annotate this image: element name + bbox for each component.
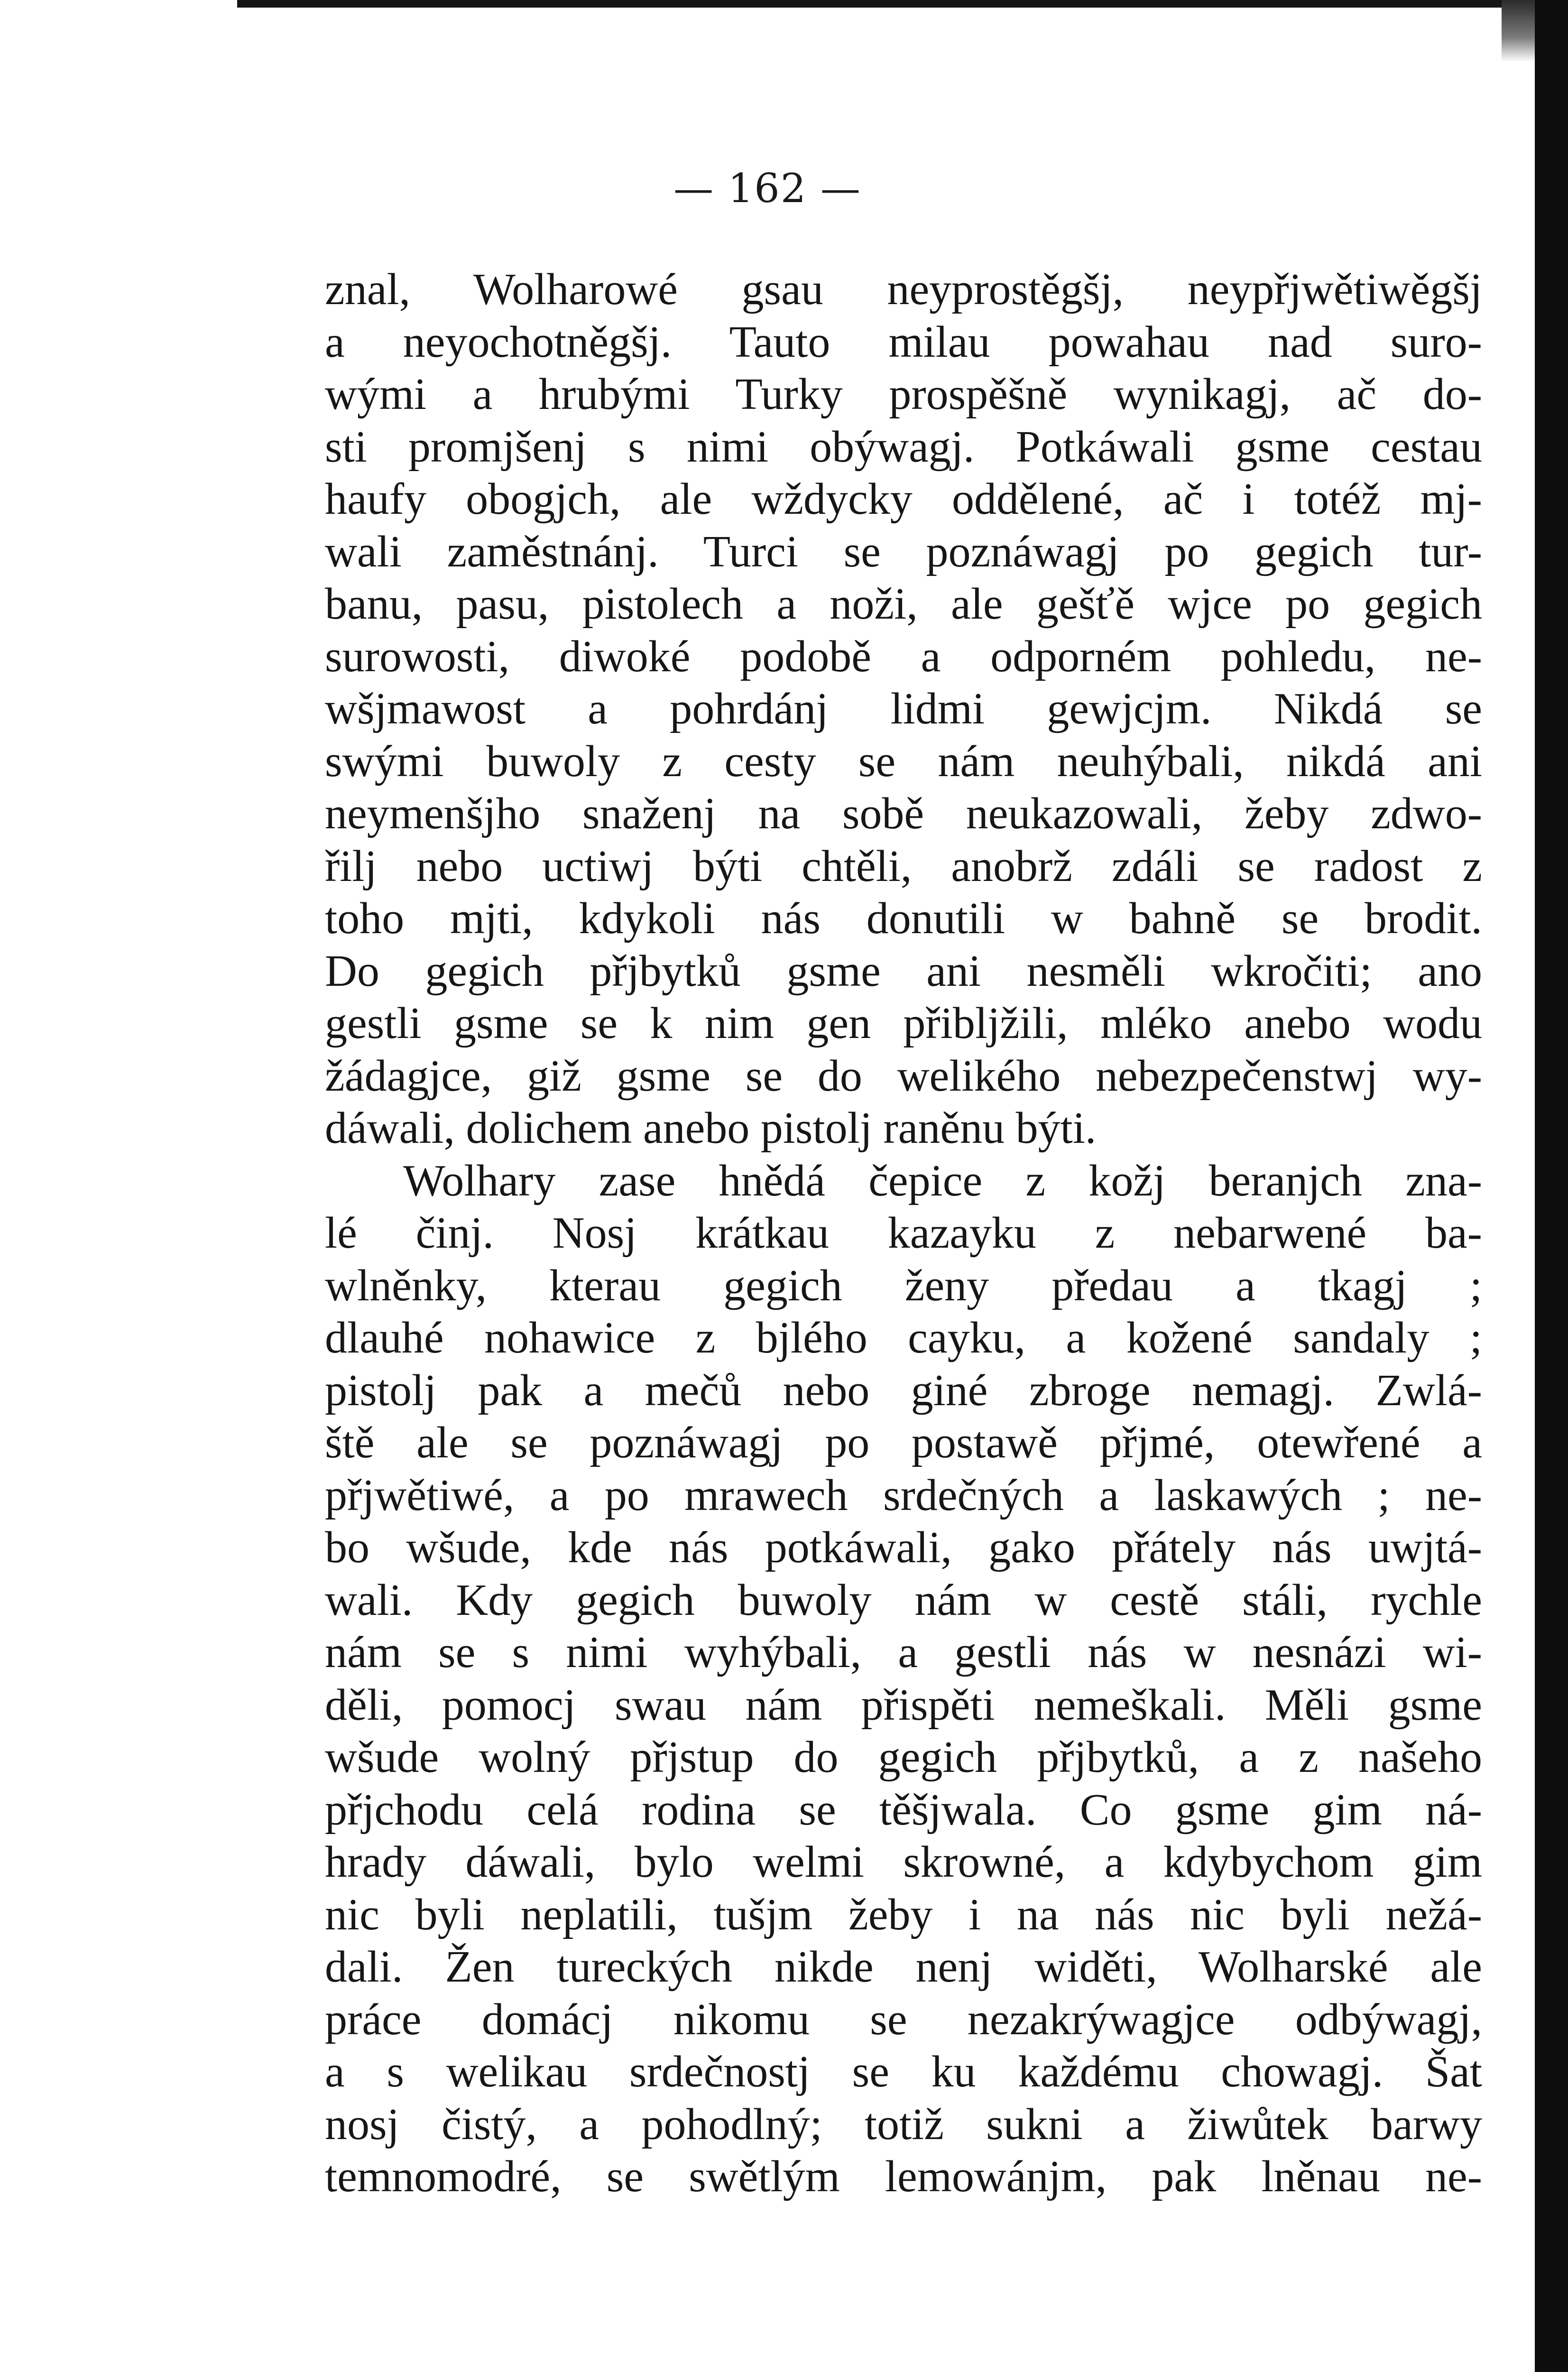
text-line: řilj nebo uctiwj býti chtěli, anobrž zdáli se radost z [325,841,1482,891]
text-line: a neyochotněgšj. Tauto milau powahau nad suro- [325,317,1482,367]
text-line: bo wšude, kde nás potkáwali, gako přátely nás uwjtá- [325,1523,1482,1572]
paragraph-start-line: Wolhary zase hnědá čepice z kožj beranjch zna- [403,1156,1482,1205]
text-line: hrady dáwali, bylo welmi skrowné, a kdybychom gim [325,1837,1482,1887]
text-line: nosj čistý, a pohodlný; totiž sukni a žiwůtek barwy [325,2099,1482,2149]
text-line: wšjmawost a pohrdánj lidmi gewjcjm. Nikdá se [325,684,1482,733]
text-line: temnomodré, se swětlým lemowánjm, pak lněnau ne- [325,2152,1482,2201]
text-line: neymenšjho snaženj na sobě neukazowali, žeby zdwo- [325,789,1482,838]
text-line: swými buwoly z cesty se nám neuhýbali, nikdá ani [325,736,1482,786]
page-number: — 162 — [673,165,861,212]
text-line: wšude wolný přjstup do gegich přjbytků, a z našeho [325,1733,1482,1782]
text-line: banu, pasu, pistolech a noži, ale gešťě wjce po gegich [325,579,1482,629]
text-line: sti promjšenj s nimi obýwagj. Potkáwali gsme cestau [325,422,1482,472]
text-line: a s welikau srdečnostj se ku každému chowagj. Šat [325,2047,1482,2096]
text-line: wlněnky, kterau gegich ženy předau a tkagj ; [325,1260,1482,1310]
scan-edge-right [1535,0,1568,2372]
text-line: přjchodu celá rodina se těšjwala. Co gsme gim ná- [325,1785,1482,1835]
text-line: dali. Žen tureckých nikde nenj widěti, Wolharské ale [325,1942,1482,1992]
text-line: dlauhé nohawice z bjlého cayku, a kožené sandaly ; [325,1313,1482,1362]
text-line: žádagjce, giž gsme se do welikého nebezpečenstwj wy- [325,1051,1482,1101]
text-line: práce domácj nikomu se nezakrýwagjce odbýwagj, [325,1994,1482,2044]
text-line: nám se s nimi wyhýbali, a gestli nás w nesnázi wi- [325,1628,1482,1677]
text-line: pistolj pak a mečů nebo giné zbroge nemagj. Zwlá- [325,1365,1482,1415]
text-line: lé činj. Nosj krátkau kazayku z nebarwené ba- [325,1208,1482,1258]
text-line: wali. Kdy gegich buwoly nám w cestě stáli, rychle [325,1575,1482,1625]
text-line: Do gegich přjbytků gsme ani nesměli wkročiti; ano [325,946,1482,996]
text-line: wali zaměstnánj. Turci se poznáwagj po gegich tur- [325,527,1482,576]
body-text [325,263,1482,2203]
text-line: surowosti, diwoké podobě a odporném pohledu, ne- [325,631,1482,681]
text-line: přjwětiwé, a po mrawech srdečných a laskawých ; ne- [325,1470,1482,1520]
text-line: ště ale se poznáwagj po postawě přjmé, otewřené a [325,1418,1482,1467]
text-line: znal, Wolharowé gsau neyprostěgšj, neypřjwětiwěgšj [325,265,1482,314]
text-line: dáwali, dolichem anebo pistolj raněnu býti. [325,1103,1097,1153]
text-line: toho mjti, kdykoli nás donutili w bahně se brodit. [325,894,1482,943]
text-line: wými a hrubými Turky prospěšně wynikagj, ač do- [325,370,1482,419]
text-line: gestli gsme se k nim gen přibljžili, mléko anebo wodu [325,999,1482,1048]
text-line: haufy obogjch, ale wždycky oddělené, ač i totéž mj- [325,474,1482,524]
text-line: nic byli neplatili, tušjm žeby i na nás nic byli nežá- [325,1890,1482,1939]
text-line: děli, pomocj swau nám přispěti nemeškali. Měli gsme [325,1680,1482,1730]
